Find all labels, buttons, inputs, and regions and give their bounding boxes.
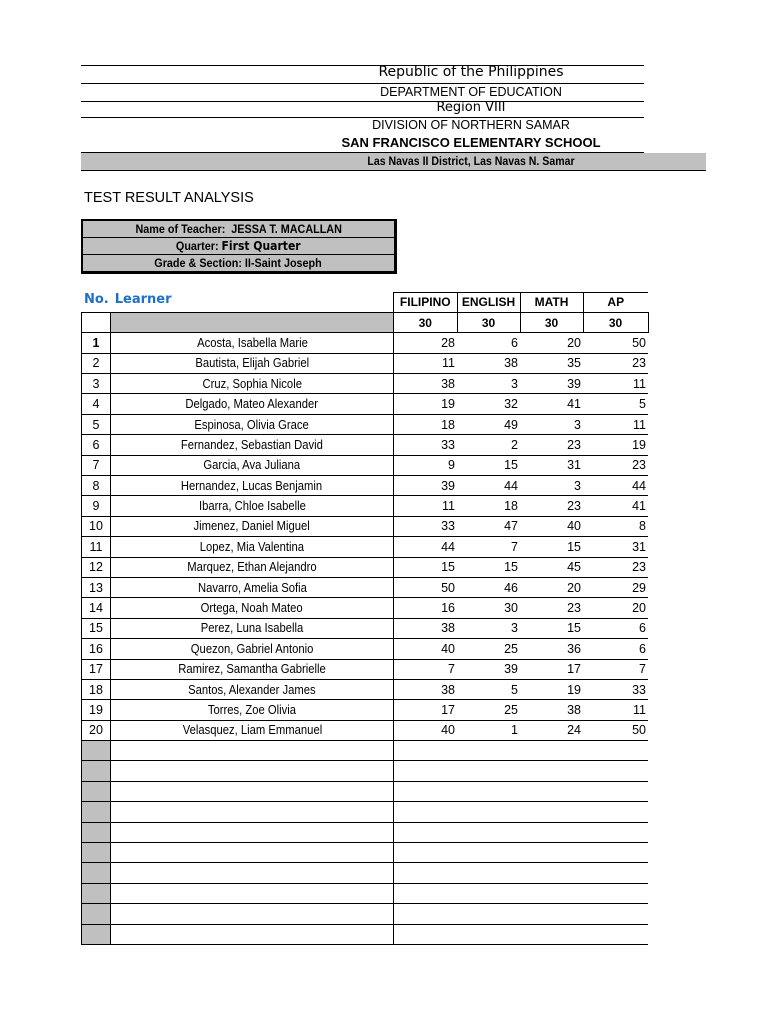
score-cell: 33 (394, 516, 458, 536)
score-cell: 3 (520, 414, 583, 434)
score-cell: 29 (583, 577, 648, 597)
score-cell: 15 (457, 557, 520, 577)
score-cell: 23 (583, 455, 648, 475)
learner-name: Torres, Zoe Olivia (207, 703, 297, 717)
empty-row (82, 802, 649, 822)
learner-name: Delgado, Mateo Alexander (185, 397, 319, 412)
score-cell: 39 (394, 476, 458, 496)
learner-name: Ramirez, Samantha Gabrielle (178, 662, 326, 677)
score-cell: 18 (394, 414, 458, 434)
score-cell: 24 (520, 720, 583, 740)
table-row (82, 679, 649, 699)
subject-header: AP (583, 293, 648, 313)
score-cell: 20 (583, 598, 648, 618)
max-score-row (82, 312, 649, 332)
table-row (82, 374, 649, 394)
empty-row (82, 883, 649, 903)
score-cell: 23 (520, 435, 583, 455)
subject-header: ENGLISH (457, 293, 520, 313)
empty-row (82, 924, 649, 944)
score-cell: 23 (583, 353, 648, 373)
row-number: 14 (82, 598, 111, 618)
page-title: TEST RESULT ANALYSIS (84, 190, 254, 206)
score-cell: 41 (520, 394, 583, 414)
table-row (82, 476, 649, 496)
row-number: 6 (82, 435, 111, 455)
grade-label: Grade & Section: (154, 256, 243, 270)
row-number: 3 (82, 374, 111, 394)
score-cell: 46 (457, 577, 520, 597)
table-row (82, 557, 649, 577)
table-row (82, 353, 649, 373)
score-cell: 47 (457, 516, 520, 536)
row-number: 2 (82, 353, 111, 373)
learner-name: Acosta, Isabella Marie (196, 335, 308, 350)
teacher-label: Name of Teacher: (135, 222, 226, 236)
empty-row (82, 741, 649, 761)
score-cell: 25 (457, 700, 520, 720)
learner-name: Cruz, Sophia Nicole (202, 376, 302, 391)
row-number: 7 (82, 455, 111, 475)
score-cell: 44 (583, 476, 648, 496)
header-district: Las Navas II District, Las Navas N. Samar (367, 154, 575, 168)
learner-name: Velasquez, Liam Emmanuel (182, 723, 322, 738)
table-row (82, 598, 649, 618)
grade-row (83, 255, 394, 271)
learner-name: Ortega, Noah Mateo (201, 601, 303, 616)
max-score: 30 (394, 312, 458, 332)
row-number: 11 (82, 537, 111, 557)
score-cell: 36 (520, 639, 583, 659)
score-cell: 31 (583, 537, 648, 557)
score-cell: 49 (457, 414, 520, 434)
row-number: 12 (82, 557, 111, 577)
score-cell: 17 (520, 659, 583, 679)
score-cell: 3 (520, 476, 583, 496)
row-number: 1 (82, 333, 111, 353)
learner-name: Espinosa, Olivia Grace (194, 417, 310, 432)
teacher-info-box (81, 219, 397, 274)
empty-row (82, 863, 649, 883)
score-cell: 17 (394, 700, 458, 720)
header-school: SAN FRANCISCO ELEMENTARY SCHOOL (341, 135, 601, 150)
empty-row (82, 843, 649, 863)
row-number: 19 (82, 700, 111, 720)
max-score: 30 (520, 312, 583, 332)
score-cell: 40 (394, 720, 458, 740)
teacher-name: JESSA T. MACALLAN (231, 222, 342, 236)
score-cell: 50 (583, 720, 648, 740)
score-cell: 5 (583, 394, 648, 414)
empty-row (82, 904, 649, 924)
subject-header: MATH (520, 293, 583, 313)
header-rule (81, 83, 644, 84)
score-cell: 39 (457, 659, 520, 679)
score-cell: 30 (457, 598, 520, 618)
table-row (82, 414, 649, 434)
score-cell: 45 (520, 557, 583, 577)
score-cell: 20 (520, 333, 583, 353)
score-cell: 19 (394, 394, 458, 414)
max-score: 30 (583, 312, 648, 332)
score-cell: 5 (457, 679, 520, 699)
score-cell: 6 (583, 639, 648, 659)
score-cell: 15 (520, 537, 583, 557)
score-cell: 41 (583, 496, 648, 516)
grade-value: II-Saint Joseph (245, 256, 323, 270)
table-row (82, 577, 649, 597)
learner-name: Fernandez, Sebastian David (181, 437, 323, 452)
score-cell: 25 (457, 639, 520, 659)
score-cell: 35 (520, 353, 583, 373)
score-cell: 44 (457, 476, 520, 496)
score-cell: 9 (394, 455, 458, 475)
learner-name: Bautista, Elijah Gabriel (195, 356, 309, 371)
score-cell: 7 (583, 659, 648, 679)
quarter-value: First Quarter (221, 239, 301, 253)
score-cell: 23 (583, 557, 648, 577)
learner-name: Jimenez, Daniel Miguel (193, 519, 311, 534)
score-cell: 18 (457, 496, 520, 516)
score-cell: 38 (394, 374, 458, 394)
score-table (81, 292, 649, 945)
score-cell: 50 (583, 333, 648, 353)
district-bar (81, 153, 706, 171)
score-cell: 20 (520, 577, 583, 597)
row-number: 17 (82, 659, 111, 679)
score-cell: 23 (520, 496, 583, 516)
row-number: 18 (82, 679, 111, 699)
score-cell: 33 (583, 679, 648, 699)
table-row (82, 455, 649, 475)
quarter-row (83, 238, 394, 255)
max-score: 30 (457, 312, 520, 332)
score-cell: 44 (394, 537, 458, 557)
row-number: 4 (82, 394, 111, 414)
empty-row (82, 822, 649, 842)
row-number: 8 (82, 476, 111, 496)
no-column-label: No. (84, 292, 109, 307)
table-row (82, 700, 649, 720)
learner-name: Marquez, Ethan Alejandro (187, 560, 317, 575)
header-department: DEPARTMENT OF EDUCATION (380, 85, 562, 99)
score-cell: 2 (457, 435, 520, 455)
table-row (82, 659, 649, 679)
row-number: 13 (82, 577, 111, 597)
table-row (82, 720, 649, 740)
learner-name: Ibarra, Chloe Isabelle (198, 499, 306, 514)
table-row (82, 435, 649, 455)
score-cell: 7 (457, 537, 520, 557)
score-cell: 40 (394, 639, 458, 659)
score-cell: 39 (520, 374, 583, 394)
score-cell: 16 (394, 598, 458, 618)
table-row (82, 394, 649, 414)
score-cell: 38 (520, 700, 583, 720)
learner-name: Santos, Alexander James (188, 682, 316, 697)
score-cell: 31 (520, 455, 583, 475)
score-cell: 50 (394, 577, 458, 597)
score-cell: 3 (457, 374, 520, 394)
header-region: Region VIII (436, 100, 506, 115)
teacher-row (83, 221, 394, 238)
score-cell: 32 (457, 394, 520, 414)
score-cell: 11 (583, 700, 648, 720)
score-cell: 6 (583, 618, 648, 638)
learner-name: Navarro, Amelia Sofia (197, 580, 307, 595)
table-row (82, 537, 649, 557)
learner-name: Quezon, Gabriel Antonio (190, 641, 314, 656)
learner-name: Lopez, Mia Valentina (199, 539, 305, 554)
learner-name: Garcia, Ava Juliana (203, 458, 301, 473)
score-cell: 19 (520, 679, 583, 699)
empty-row (82, 761, 649, 781)
score-cell: 38 (394, 618, 458, 638)
header-division: DIVISION OF NORTHERN SAMAR (372, 118, 570, 132)
score-cell: 33 (394, 435, 458, 455)
score-cell: 28 (394, 333, 458, 353)
score-cell: 11 (394, 496, 458, 516)
score-cell: 11 (583, 414, 648, 434)
subject-header-row (82, 293, 649, 313)
row-number: 5 (82, 414, 111, 434)
score-cell: 11 (394, 353, 458, 373)
score-cell: 11 (583, 374, 648, 394)
score-cell: 15 (394, 557, 458, 577)
row-number: 9 (82, 496, 111, 516)
row-number: 15 (82, 618, 111, 638)
score-cell: 19 (583, 435, 648, 455)
quarter-label: Quarter: (176, 239, 219, 253)
learner-column-label: Learner (114, 292, 172, 307)
score-cell: 40 (520, 516, 583, 536)
row-number: 10 (82, 516, 111, 536)
table-row (82, 333, 649, 353)
score-cell: 8 (583, 516, 648, 536)
table-row (82, 516, 649, 536)
subject-header: FILIPINO (394, 293, 458, 313)
score-cell: 15 (520, 618, 583, 638)
score-cell: 6 (457, 333, 520, 353)
header-republic: Republic of the Philippines (378, 64, 564, 80)
score-cell: 23 (520, 598, 583, 618)
score-cell: 15 (457, 455, 520, 475)
table-row (82, 618, 649, 638)
learner-name: Hernandez, Lucas Benjamin (181, 478, 323, 493)
table-row (82, 639, 649, 659)
row-number: 16 (82, 639, 111, 659)
score-cell: 38 (457, 353, 520, 373)
score-cell: 38 (394, 679, 458, 699)
score-cell: 3 (457, 618, 520, 638)
table-row (82, 496, 649, 516)
score-cell: 7 (394, 659, 458, 679)
empty-row (82, 781, 649, 801)
row-number: 20 (82, 720, 111, 740)
learner-name: Perez, Luna Isabella (200, 621, 304, 636)
score-cell: 1 (457, 720, 520, 740)
